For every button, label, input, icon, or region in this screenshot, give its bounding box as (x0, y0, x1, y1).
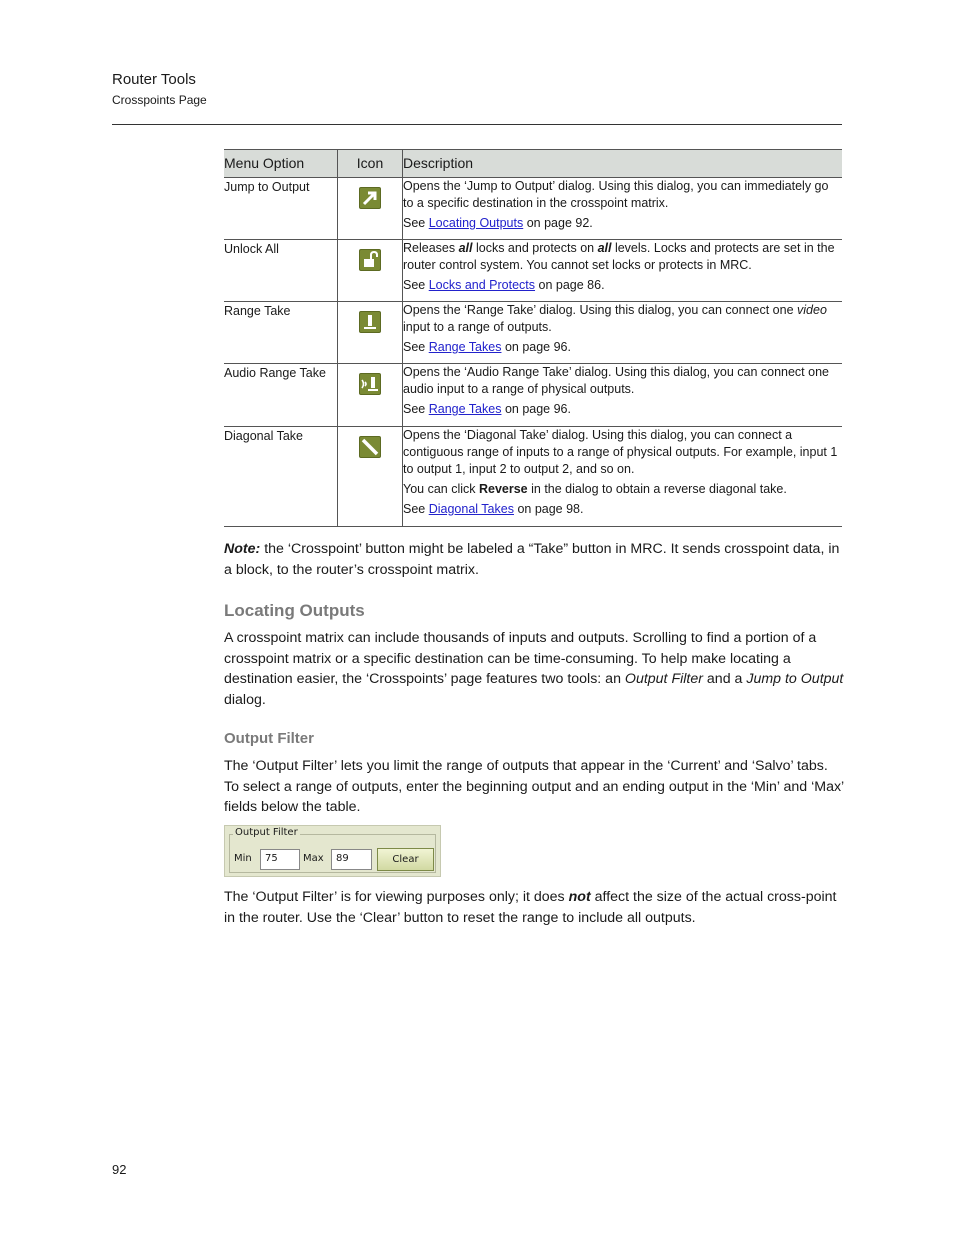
table-row: Diagonal Take Opens the ‘Diagonal Take’ dialog. Using this dialog, you can connect a contiguous range of inputs to a range of physical outputs. For example, input 1 to output 1, input 2 to output 2, and so on. You can click Reverse in the dialog to obtain a reverse diagonal take. See Diagonal Takes on page 98. (224, 427, 842, 527)
max-field[interactable]: 89 (331, 849, 372, 870)
audio-range-take-icon (359, 373, 381, 395)
description-text: Opens the ‘Diagonal Take’ dialog. Using this dialog, you can connect a contiguous range of inputs to a range of physical outputs. For example, input 1 to output 1, input 2 to output 2, and so on. (403, 428, 838, 476)
output-filter-title: Output Filter (235, 827, 298, 838)
closing-paragraph: The ‘Output Filter’ is for viewing purposes only; it does not affect the size of the actual cross-point in the router. Use the ‘Clear’ button to reset the range to include all outputs. (224, 889, 837, 926)
clear-button[interactable]: Clear (377, 848, 434, 871)
header-divider (112, 124, 842, 125)
min-field[interactable]: 75 (260, 849, 300, 870)
description-text: Opens the ‘Audio Range Take’ dialog. Using this dialog, you can connect one audio input to a range of physical outputs. (403, 365, 829, 396)
menu-option-audio-range-take: Audio Range Take (224, 364, 338, 427)
menu-option-unlock-all: Unlock All (224, 240, 338, 302)
description-text: Releases all locks and protects on all levels. Locks and protects are set in the router control system. You cannot set locks or protects in MRC. (403, 241, 835, 272)
diagonal-take-icon (359, 436, 381, 458)
jump-to-output-icon (359, 187, 381, 209)
menu-option-diagonal-take: Diagonal Take (224, 427, 338, 527)
table-row: Jump to Output Opens the ‘Jump to Output’ dialog. Using this dialog, you can immediately go to a specific destination in the crosspoint matrix. See Locating Outputs on page 92. (224, 178, 842, 240)
link-locating-outputs[interactable]: Locating Outputs (428, 216, 524, 230)
description-text: Opens the ‘Jump to Output’ dialog. Using this dialog, you can immediately go to a specific destination in the crosspoint matrix. (403, 179, 829, 210)
note-paragraph: Note: the ‘Crosspoint’ button might be labeled a “Take” button in MRC. It sends crosspoint data, in a block, to the router’s crosspoint matrix. (224, 541, 840, 578)
subsection-paragraph: The ‘Output Filter’ lets you limit the range of outputs that appear in the ‘Current’ and ‘Salvo’ tabs. To select a range of outputs, enter the beginning output and an ending output in the ‘Min’ and ‘Max’ fields below the table. (224, 758, 844, 815)
section-heading-locating-outputs: Locating Outputs (224, 601, 365, 620)
running-header-subtitle: Crosspoints Page (112, 93, 207, 107)
link-range-takes[interactable]: Range Takes (428, 340, 502, 354)
max-label: Max (303, 853, 324, 864)
note-label: Note: (224, 541, 261, 557)
description-text: Opens the ‘Range Take’ dialog. Using this dialog, you can connect one video input to a range of outputs. (403, 303, 827, 334)
unlock-all-icon (359, 249, 381, 271)
range-take-icon (359, 311, 381, 333)
header-menu-option: Menu Option (224, 150, 338, 178)
link-locks-and-protects[interactable]: Locks and Protects (428, 278, 536, 292)
min-label: Min (234, 853, 252, 864)
table-row: Audio Range Take Opens the ‘Audio Range Take’ dialog. Using this dialog, you can connect one audio input to a range of physical outputs. See Range Takes on page 96. (224, 364, 842, 427)
menu-option-range-take: Range Take (224, 302, 338, 364)
menu-options-table (224, 149, 842, 527)
table-row: Range Take Opens the ‘Range Take’ dialog. Using this dialog, you can connect one video input to a range of outputs. See Range Takes on page 96. (224, 302, 842, 364)
table-header-row (224, 150, 842, 178)
link-diagonal-takes[interactable]: Diagonal Takes (428, 502, 514, 516)
subsection-heading-output-filter: Output Filter (224, 730, 314, 747)
output-filter-panel (224, 825, 441, 877)
link-range-takes-audio[interactable]: Range Takes (428, 402, 502, 416)
header-icon: Icon (338, 150, 403, 178)
table-row: Unlock All Releases all locks and protects on all levels. Locks and protects are set in the router control system. You cannot set locks or protects in MRC. See Locks and Protects on page 86. (224, 240, 842, 302)
section-paragraph: A crosspoint matrix can include thousands of inputs and outputs. Scrolling to find a portion of a crosspoint matrix or a specific destination can be time-consuming. To help make locating a destination easier, the ‘Crosspoints’ page features two tools: an Output Filter and a Jump to Output dialog. (224, 630, 844, 708)
page-number: 92 (112, 1162, 127, 1177)
header-description: Description (403, 150, 843, 178)
running-header-title: Router Tools (112, 71, 196, 88)
menu-option-jump-to-output: Jump to Output (224, 178, 338, 240)
